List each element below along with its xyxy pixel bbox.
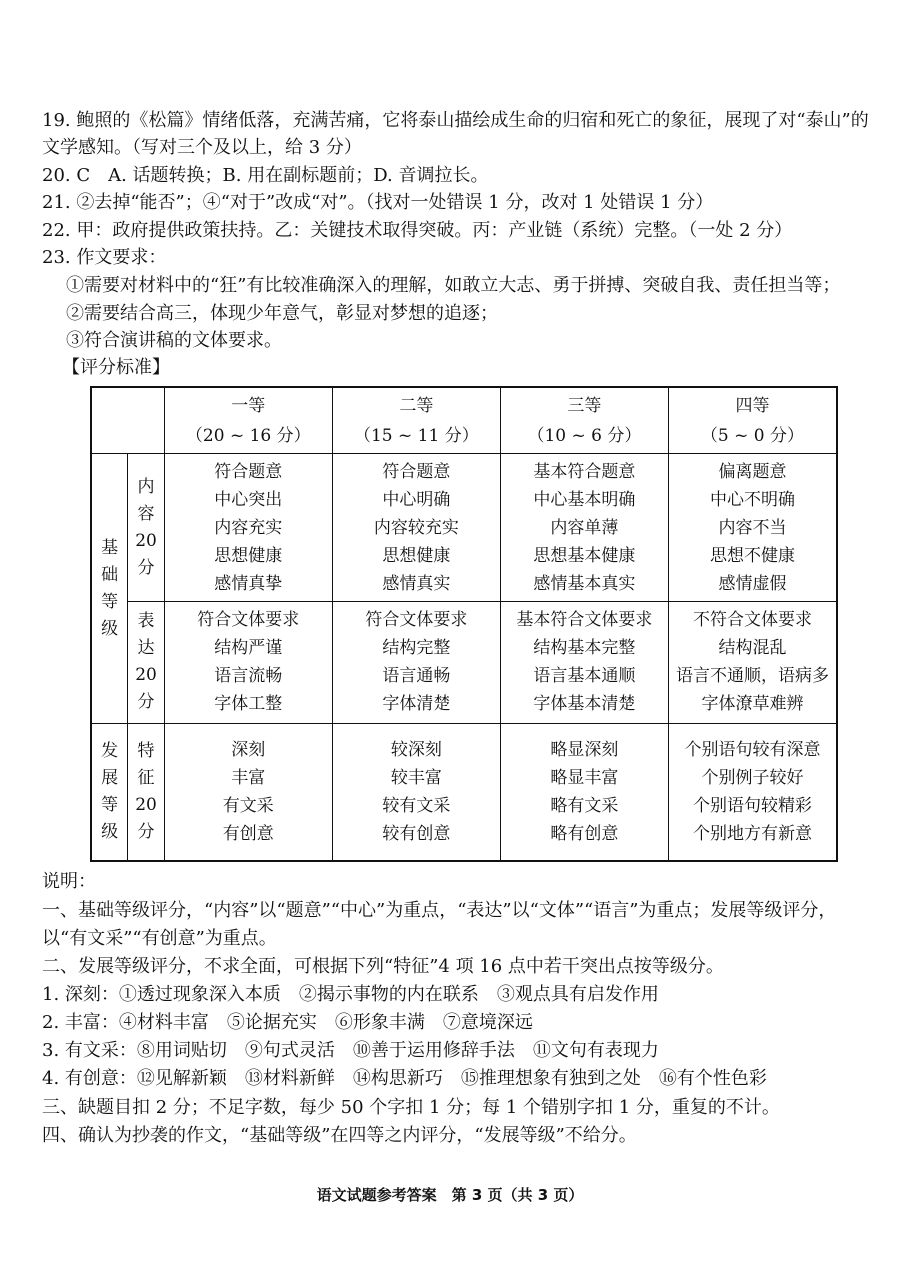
answer-19-line-1: 19. 鲍照的《松篇》情绪低落，充满苦痛，它将泰山描绘成生命的归宿和死亡的象征，展现了对“泰山”的	[42, 110, 869, 131]
content-grade-1: 符合题意 中心突出 内容充实 思想健康 感情真挚	[164, 454, 332, 602]
feature-grade-1: 深刻 丰富 有文采 有创意	[164, 723, 332, 861]
corner-cell	[91, 387, 164, 454]
answer-20: 20. C A. 话题转换；B. 用在副标题前；D. 音调拉长。	[42, 165, 489, 186]
table-header-row	[91, 387, 837, 454]
expression-grade-3: 基本符合文体要求 结构基本完整 语言基本通顺 字体基本清楚	[500, 602, 668, 724]
feature-4-creative: 4. 有创意：⑫见解新颖 ⑬材料新鲜 ⑭构思新巧 ⑮推理想象有独到之处 ⑯有个性色彩	[42, 1068, 767, 1089]
feature-3-literary: 3. 有文采：⑧用词贴切 ⑨句式灵活 ⑩善于运用修辞手法 ⑪文句有表现力	[42, 1040, 659, 1061]
answer-21: 21. ②去掉“能否”；④“对于”改成“对”。（找对一处错误 1 分，改对 1 处错误 1 分）	[42, 192, 714, 213]
header-grade-3: 三等 （10 ~ 6 分）	[500, 387, 668, 454]
content-grade-3: 基本符合题意 中心基本明确 内容单薄 思想基本健康 感情基本真实	[500, 454, 668, 602]
requirement-1: ①需要对材料中的“狂”有比较准确深入的理解，如敢立大志、勇于拼搏、突破自我、责任担当等；	[66, 275, 841, 296]
page-footer: 语文试题参考答案 第 3 页（共 3 页）	[316, 1186, 584, 1204]
table-row-expression	[91, 602, 837, 724]
feature-grade-2: 较深刻 较丰富 较有文采 较有创意	[332, 723, 500, 861]
expression-grade-1: 符合文体要求 结构严谨 语言流畅 字体工整	[164, 602, 332, 724]
requirement-2: ②需要结合高三，体现少年意气，彰显对梦想的追逐；	[66, 303, 498, 324]
basic-level-label: 基 础 等 级	[91, 454, 128, 723]
feature-grade-4: 个别语句较有深意 个别例子较好 个别语句较精彩 个别地方有新意	[668, 723, 837, 861]
header-grade-2: 二等 （15 ~ 11 分）	[332, 387, 500, 454]
feature-1-deep: 1. 深刻：①透过现象深入本质 ②揭示事物的内在联系 ③观点具有启发作用	[42, 984, 659, 1005]
feature-grade-3: 略显深刻 略显丰富 略有文采 略有创意	[500, 723, 668, 861]
content-label: 内 容 20 分	[128, 454, 164, 602]
answer-22: 22. 甲：政府提供政策扶持。乙：关键技术取得突破。丙：产业链（系统）完整。（一处 2 分）	[42, 220, 793, 241]
content-grade-4: 偏离题意 中心不明确 内容不当 思想不健康 感情虚假	[668, 454, 837, 602]
feature-2-rich: 2. 丰富：④材料丰富 ⑤论据充实 ⑥形象丰满 ⑦意境深远	[42, 1012, 533, 1033]
expression-grade-4: 不符合文体要求 结构混乱 语言不通顺，语病多 字体潦草难辨	[668, 602, 837, 724]
header-grade-1: 一等 （20 ~ 16 分）	[164, 387, 332, 454]
scoring-standard-heading: 【评分标准】	[62, 357, 170, 378]
note-1-line-1: 一、基础等级评分，“内容”以“题意”“中心”为重点，“表达”以“文体”“语言”为重点；发展等级评分，	[42, 900, 837, 921]
note-4: 四、确认为抄袭的作文，“基础等级”在四等之内评分，“发展等级”不给分。	[42, 1125, 637, 1146]
table-row-content	[91, 454, 837, 602]
expression-grade-2: 符合文体要求 结构完整 语言通畅 字体清楚	[332, 602, 500, 724]
answer-19-line-2: 文学感知。（写对三个及以上，给 3 分）	[42, 137, 362, 158]
scoring-table	[90, 386, 838, 862]
note-1-line-2: 以“有文采”“有创意”为重点。	[42, 928, 277, 949]
requirement-3: ③符合演讲稿的文体要求。	[66, 330, 282, 351]
note-3: 三、缺题目扣 2 分；不足字数，每少 50 个字扣 1 分；每 1 个错别字扣 1 分，重复的不计。	[42, 1097, 780, 1118]
notes-title: 说明：	[42, 871, 96, 892]
answer-23-title: 23. 作文要求：	[42, 247, 167, 268]
expression-label: 表 达 20 分	[128, 602, 164, 724]
note-2: 二、发展等级评分，不求全面，可根据下列“特征”4 项 16 点中若干突出点按等级分。	[42, 956, 724, 977]
development-level-label: 发 展 等 级	[91, 723, 128, 861]
header-grade-4: 四等 （5 ~ 0 分）	[668, 387, 837, 454]
table-row-feature	[91, 723, 837, 861]
content-grade-2: 符合题意 中心明确 内容较充实 思想健康 感情真实	[332, 454, 500, 602]
feature-label: 特 征 20 分	[128, 723, 164, 861]
